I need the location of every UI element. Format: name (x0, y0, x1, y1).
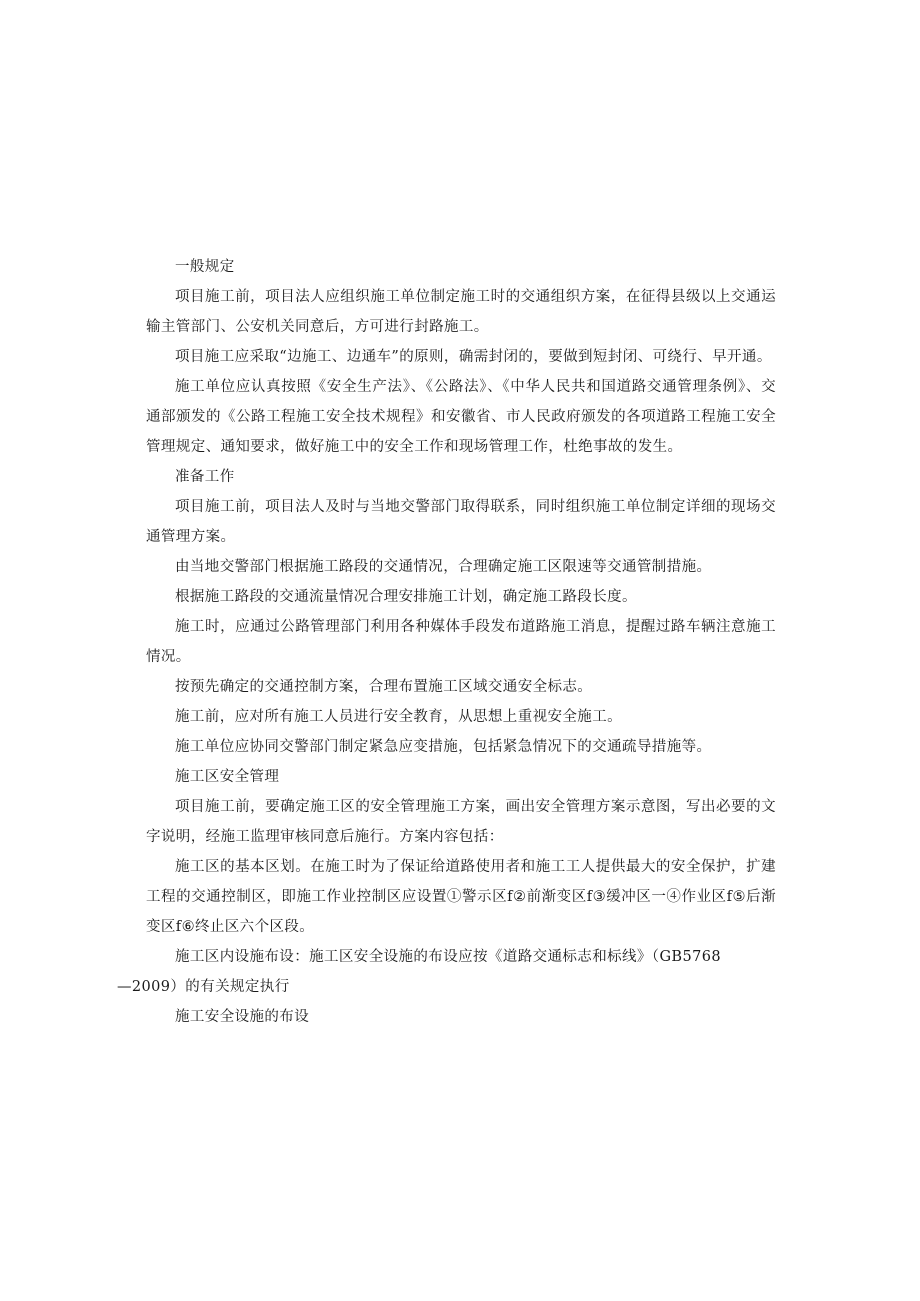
final-heading: 施工安全设施的布设 (175, 1009, 310, 1025)
paragraph: 施工时，应通过公路管理部门利用各种媒体手段发布道路施工消息，提醒过路车辆注意施工情况。 (146, 619, 776, 665)
paragraph: 施工单位应认真按照《安全生产法》、《公路法》、《中华人民共和国道路交通管理条例》、交通部颁发的《公路工程施工安全技术规程》和安徽省、市人民政府颁发的各项道路工程施工安全管理规定、通知要求，做好施工中的安全工作和现场管理工作，杜绝事故的发生。 (146, 379, 776, 455)
paragraph: 项目施工前，项目法人应组织施工单位制定施工时的交通组织方案，在征得县级以上交通运输主管部门、公安机关同意后，方可进行封路施工。 (146, 289, 776, 335)
paragraph: 根据施工路段的交通流量情况合理安排施工计划，确定施工路段长度。 (175, 589, 637, 605)
paragraph: 项目施工应采取“边施工、边通车”的原则，确需封闭的，要做到短封闭、可绕行、早开通。 (175, 349, 772, 365)
paragraph: 项目施工前，项目法人及时与当地交警部门取得联系，同时组织施工单位制定详细的现场交通管理方案。 (146, 499, 776, 545)
paragraph: 按预先确定的交通控制方案，合理布置施工区域交通安全标志。 (175, 679, 593, 695)
section-heading-preparation: 准备工作 (175, 469, 235, 485)
facilities-line-1: 施工区内设施布设：施工区安全设施的布设应按《道路交通标志和标线》（GB5768 (175, 949, 721, 965)
paragraph: 施工前，应对所有施工人员进行安全教育，从思想上重视安全施工。 (175, 709, 622, 725)
paragraph: 由当地交警部门根据施工路段的交通情况，合理确定施工区限速等交通管制措施。 (175, 559, 712, 575)
document-body (117, 252, 776, 1032)
paragraph: 项目施工前，要确定施工区的安全管理施工方案，画出安全管理方案示意图，写出必要的文字说明，经施工监理审核同意后施行。方案内容包括： (146, 799, 776, 845)
facilities-paragraph (117, 942, 776, 1002)
paragraph: 施工单位应协同交警部门制定紧急应变措施，包括紧急情况下的交通疏导措施等。 (175, 739, 712, 755)
section-heading-safety-management: 施工区安全管理 (175, 769, 280, 785)
facilities-line-2: —2009）的有关规定执行 (117, 979, 290, 995)
section-heading-general: 一般规定 (175, 259, 235, 275)
paragraph: 施工区的基本区划。在施工时为了保证给道路使用者和施工工人提供最大的安全保护，扩建工程的交通控制区，即施工作业控制区应设置①警示区f②前渐变区f③缓冲区一④作业区f⑤后渐变区f⑥终止区六个区段。 (146, 859, 776, 935)
